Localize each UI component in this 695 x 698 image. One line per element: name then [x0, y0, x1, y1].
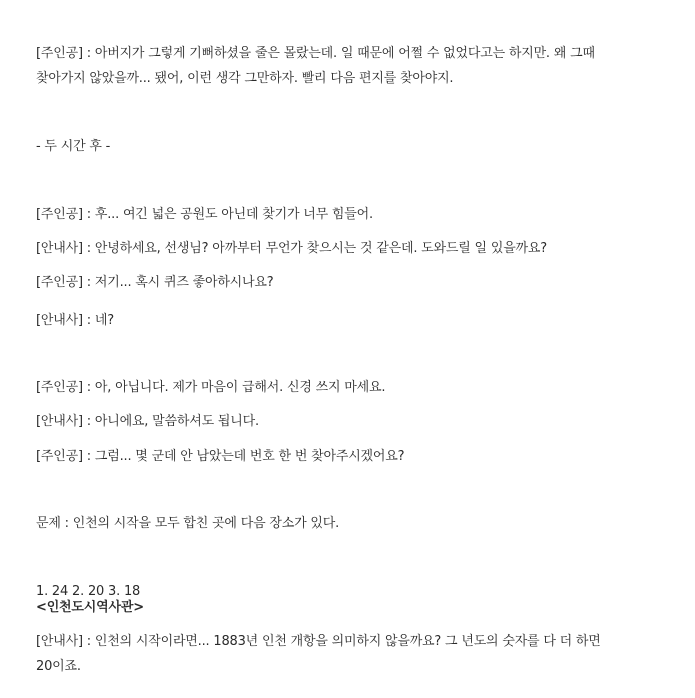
- dialogue-line: [안내사] : 안녕하세요, 선생님? 아까부터 무언가 찾으시는 것 같은데. 도와드릴 일 있을까요?: [36, 241, 547, 256]
- answer-list: 1. 24 2. 20 3. 18: [36, 584, 141, 599]
- dialogue-line: 20이죠.: [36, 659, 81, 674]
- dialogue-line: 찾아가지 않았을까... 됐어, 이런 생각 그만하자. 빨리 다음 편지를 찾아야지.: [36, 71, 454, 86]
- time-skip-marker: - 두 시간 후 -: [36, 139, 111, 154]
- dialogue-line: [주인공] : 후... 여긴 넓은 공원도 아닌데 찾기가 너무 힘들어.: [36, 207, 373, 222]
- problem-statement: 문제 : 인천의 시작을 모두 합친 곳에 다음 장소가 있다.: [36, 516, 340, 531]
- dialogue-line: [주인공] : 그럼... 몇 군데 안 남았는데 번호 한 번 찾아주시겠어요?: [36, 449, 405, 464]
- dialogue-line: [주인공] : 아, 아닙니다. 제가 마음이 급해서. 신경 쓰지 마세요.: [36, 380, 386, 395]
- dialogue-line: [안내사] : 아니에요, 말씀하셔도 됩니다.: [36, 414, 259, 429]
- dialogue-line: [주인공] : 아버지가 그렇게 기뻐하셨을 줄은 몰랐는데. 일 때문에 어쩔 수 없었다고는 하지만. 왜 그때: [36, 46, 595, 61]
- dialogue-line: [주인공] : 저기... 혹시 퀴즈 좋아하시나요?: [36, 275, 274, 290]
- place-name: <인천도시역사관>: [36, 600, 144, 615]
- dialogue-line: [안내사] : 인천의 시작이라면... 1883년 인천 개항을 의미하지 않을까요? 그 년도의 숫자를 다 더 하면: [36, 634, 601, 649]
- dialogue-line: [안내사] : 네?: [36, 313, 114, 328]
